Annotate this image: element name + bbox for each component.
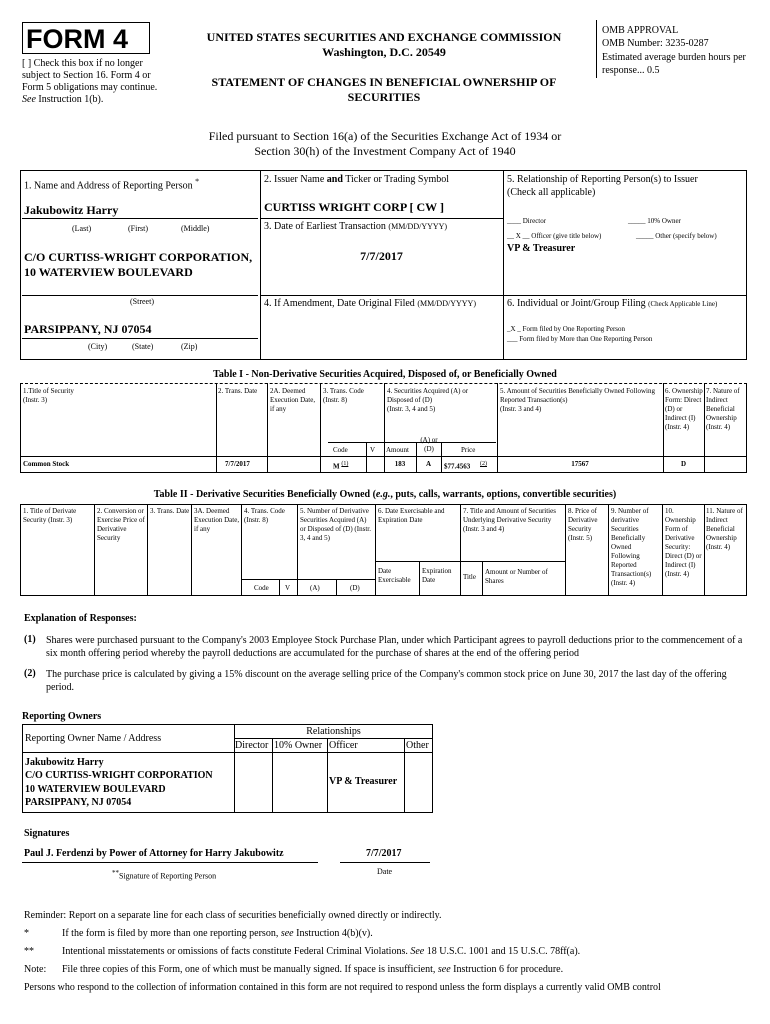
name-underline	[22, 218, 258, 219]
officer-title: VP & Treasurer	[507, 243, 576, 254]
t2-sub-a: (A)	[310, 584, 320, 592]
statement-title: STATEMENT OF CHANGES IN BENEFICIAL OWNERSHIP OF SECURITIES	[211, 75, 557, 104]
t2-col	[662, 504, 663, 596]
t1-col	[267, 383, 268, 473]
filed-pursuant-2: Section 30(h) of the Investment Company Act of 1940	[254, 144, 516, 158]
omb-approval: OMB APPROVAL	[602, 25, 679, 36]
t1-row-owned: 17567	[571, 460, 589, 468]
t1-row-ad: A	[425, 460, 432, 468]
t2-sub-d: (D)	[350, 584, 360, 592]
t2-col	[147, 504, 148, 596]
note-2-mark: **	[24, 946, 34, 957]
t1-h6: 6. Ownership Form: Direct (D) or Indirect (I) (Instr. 4)	[665, 387, 703, 431]
date-caption: Date	[377, 867, 393, 876]
city-caption: (City)	[88, 342, 108, 351]
box4-label: 4. If Amendment, Date Original Filed (MM/DD/YYYY)	[264, 298, 476, 309]
t2-col	[375, 504, 376, 596]
footnote-1-link[interactable]: (1)	[341, 461, 349, 467]
owners-col	[404, 738, 405, 813]
t1-sub-v: V	[370, 446, 376, 454]
reminder: Reminder: Report on a separate line for each class of securities beneficially owned directly or indirectly.	[24, 910, 442, 921]
street-caption: (Street)	[130, 297, 154, 306]
t2-col	[191, 504, 192, 596]
omb-burden: Estimated average burden hours per response... 0.5	[602, 52, 746, 76]
t1-subcol	[441, 442, 442, 473]
owners-col	[272, 738, 273, 813]
footnote-2-link[interactable]: (2)	[480, 461, 487, 467]
owner-officer-value: VP & Treasurer	[329, 776, 398, 787]
state-caption: (State)	[132, 342, 154, 351]
note-1-mark: *	[24, 928, 29, 939]
filing-option-group: ___ Form filed by More than One Reporting Person	[507, 335, 653, 343]
owner-line-3: 10 WATERVIEW BOULEVARD	[25, 784, 166, 795]
t2-h2: 2. Conversion or Exercise Price of Derivative Security	[97, 507, 145, 542]
owners-col-ten: 10% Owner	[274, 740, 323, 751]
table1-title: Table I - Non-Derivative Securities Acquired, Disposed of, or Beneficially Owned	[213, 369, 557, 380]
owners-col-director: Director	[235, 740, 269, 751]
owner-line-4: PARSIPPANY, NJ 07054	[25, 797, 132, 808]
t2-h10: 10. Ownership Form of Derivative Security: Direct (D) or Indirect (I) (Instr. 4)	[665, 507, 702, 578]
director-option: ____ Director	[507, 217, 547, 225]
t2-sub-rule	[241, 579, 297, 580]
t1-row-form: D	[680, 460, 687, 468]
name-last-caption: (Last)	[72, 224, 92, 233]
owners-col-name: Reporting Owner Name / Address	[25, 733, 162, 744]
zip-caption: (Zip)	[181, 342, 198, 351]
reporting-person-city: PARSIPPANY, NJ 07054	[24, 322, 152, 336]
t2-col	[241, 504, 242, 596]
owners-col	[327, 738, 328, 813]
box2-label: 2. Issuer Name and Ticker or Trading Symbol	[264, 174, 450, 185]
owners-rule	[234, 738, 433, 739]
t2-sub-v: V	[285, 584, 291, 592]
signer-name: Paul J. Ferdenzi by Power of Attorney for Harry Jakubowitz	[24, 848, 284, 859]
table2-title: Table II - Derivative Securities Beneficially Owned (e.g., puts, calls, warrants, options, convertible securities)	[153, 489, 617, 500]
t1-sub-amount: Amount	[386, 446, 409, 454]
t2-col	[94, 504, 95, 596]
t1-sub-code: Code	[333, 446, 348, 454]
grid-divider-3	[260, 218, 503, 219]
t2-sub-exp: Expiration Date	[422, 567, 452, 584]
signature-caption: **Signature of Reporting Person	[112, 869, 217, 881]
reporting-person-address: C/O CURTISS-WRIGHT CORPORATION, 10 WATERVIEW BOULEVARD	[24, 250, 253, 279]
issuer-name: CURTISS WRIGHT CORP [ CW ]	[264, 200, 444, 214]
owners-relationships: Relationships	[306, 726, 361, 737]
owners-col-other: Other	[406, 740, 429, 751]
name-first-caption: (First)	[128, 224, 148, 233]
note-3-mark: Note:	[24, 964, 47, 975]
t2-col	[704, 504, 705, 596]
grid-divider-4	[260, 295, 747, 296]
t2-col	[565, 504, 566, 596]
ten-percent-option: _____ 10% Owner	[628, 217, 681, 225]
t2-sub-rule	[375, 561, 565, 562]
street-underline	[22, 295, 258, 296]
t2-subcol	[482, 561, 483, 596]
t1-col	[704, 383, 705, 473]
t2-h4: 4. Trans. Code (Instr. 8)	[244, 507, 285, 524]
t2-sub-amount: Amount or Number of Shares	[485, 568, 548, 585]
owners-title: Reporting Owners	[22, 711, 102, 722]
note-2: Intentional misstatements or omissions of facts constitute Federal Criminal Violations. See 18 U.S.C. 1001 and 15 U.S.C. 78ff(a).	[62, 946, 581, 957]
t1-h7: 7. Nature of Indirect Beneficial Ownership (Instr. 4)	[706, 387, 740, 431]
signature-line	[22, 862, 318, 863]
omb-number: OMB Number: 3235-0287	[602, 38, 709, 49]
t2-h5: 5. Number of Derivative Securities Acquired (A) or Disposed of (D) (Instr. 3, 4 and 5)	[300, 507, 371, 542]
t2-col	[460, 504, 461, 596]
t2-h6: 6. Date Exercisable and Expiration Date	[378, 507, 445, 524]
t2-h1: 1. Title of Derivate Security (Instr. 3)	[23, 507, 77, 524]
form-title: FORM 4	[26, 24, 129, 54]
signature-date-line	[340, 862, 430, 863]
table1-rule-b	[328, 442, 496, 443]
box5-label: 5. Relationship of Reporting Person(s) to Issuer	[507, 174, 698, 185]
t1-col	[216, 383, 217, 473]
city-underline	[22, 338, 258, 339]
filing-option-one: _X _ Form filed by One Reporting Person	[507, 325, 626, 333]
omb-divider	[596, 20, 597, 78]
owners-rule	[22, 752, 433, 753]
agency-name: UNITED STATES SECURITIES AND EXCHANGE COMMISSION	[206, 30, 562, 44]
explanation-1-text: Shares were purchased pursuant to the Company's 2003 Employee Stock Purchase Plan, under which Participant agrees to payroll deductions prior to the commencement of a six month offering period whereby the payroll deductions are accumulated for the purchase of shares at the end of the offering period	[46, 635, 743, 659]
explanation-1-num: (1)	[24, 634, 36, 645]
grid-divider-1	[260, 170, 261, 360]
agency-city: Washington, D.C. 20549	[322, 45, 446, 59]
box3-label: 3. Date of Earliest Transaction (MM/DD/YYYY)	[264, 221, 448, 232]
t1-h4: 4. Securities Acquired (A) or Disposed of (D) (Instr. 3, 4 and 5)	[387, 387, 469, 413]
t2-sub-date-ex: Date Exercisable	[378, 567, 411, 584]
t2-h9: 9. Number of derivative Securities Beneficially Owned Following Reported Transaction(s) (Instr. 4)	[611, 507, 652, 587]
t1-h5: 5. Amount of Securities Beneficially Owned Following Reported Transaction(s) (Instr. 3 and 4)	[500, 387, 655, 413]
t2-subcol	[279, 579, 280, 596]
t1-subcol	[366, 442, 367, 473]
persons-notice: Persons who respond to the collection of information contained in this form are not required to respond unless the form displays a currently valid OMB control	[24, 982, 661, 993]
t1-h2: 2. Trans. Date	[218, 387, 258, 395]
owner-line-2: C/O CURTISS-WRIGHT CORPORATION	[25, 770, 213, 781]
explanation-title: Explanation of Responses:	[24, 613, 137, 624]
box1-label: 1. Name and Address of Reporting Person *	[24, 177, 200, 192]
t2-subcol	[336, 579, 337, 596]
t1-row-amount: 183	[394, 460, 406, 468]
grid-divider-2	[503, 170, 504, 360]
owners-col-officer: Officer	[329, 740, 358, 751]
owner-line-1: Jakubowitz Harry	[25, 757, 104, 768]
t1-row-security: Common Stock	[23, 460, 70, 468]
signature-date: 7/7/2017	[366, 848, 402, 859]
explanation-2-text: The purchase price is calculated by giving a 15% discount on the average selling price of the Company's common stock price on June 30, 2017 the last day of the offering period.	[46, 669, 727, 693]
t1-h2a: 2A. Deemed Execution Date, if any	[270, 387, 316, 413]
t1-h1: 1.Title of Security (Instr. 3)	[23, 387, 74, 404]
t2-subcol	[419, 561, 420, 596]
t2-sub-title: Title	[463, 573, 476, 581]
note-3: File three copies of this Form, one of which must be manually signed. If space is insufficient, see Instruction 6 for procedure.	[62, 964, 564, 975]
t2-sub-code: Code	[254, 584, 269, 592]
t2-h8: 8. Price of Derivative Security (Instr. 5)	[568, 507, 598, 542]
officer-option: __ X __ Officer (give title below)	[507, 232, 602, 240]
earliest-transaction-date: 7/7/2017	[360, 249, 403, 263]
box5-label-2: (Check all applicable)	[507, 187, 596, 198]
note-1: If the form is filed by more than one reporting person, see Instruction 4(b)(v).	[62, 928, 373, 939]
filed-pursuant-1: Filed pursuant to Section 16(a) of the Securities Exchange Act of 1934 or	[208, 129, 562, 143]
name-middle-caption: (Middle)	[181, 224, 210, 233]
t2-h3: 3. Trans. Date	[150, 507, 190, 515]
checkbox-note: [ ] Check this box if no longer subject to Section 16. Form 4 or Form 5 obligations may continue. See Instruction 1(b).	[22, 58, 158, 105]
reporting-person-name: Jakubowitz Harry	[24, 203, 119, 217]
t1-sub-price: Price	[461, 446, 476, 454]
t2-h7: 7. Title and Amount of Securities Underlying Derivative Security (Instr. 3 and 4)	[463, 507, 556, 533]
form-title-box	[22, 22, 150, 54]
signatures-title: Signatures	[24, 828, 70, 839]
t1-row-price: $77.4563 $^{(2)}$	[444, 461, 487, 471]
t1-row-date: 7/7/2017	[225, 460, 250, 468]
t2-subcol	[297, 579, 298, 596]
t2-col	[608, 504, 609, 596]
t1-col	[320, 383, 321, 473]
explanation-2-num: (2)	[24, 668, 36, 679]
t1-row-code: M $^{(1)}$	[333, 461, 349, 471]
other-option: _____ Other (specify below)	[636, 232, 717, 240]
t1-h3: 3. Trans. Code (Instr. 8)	[323, 387, 364, 404]
box6-label: 6. Individual or Joint/Group Filing (Check Applicable Line)	[507, 298, 718, 309]
t2-h3a: 3A. Deemed Execution Date, if any	[194, 507, 240, 533]
t2-h11: 11. Nature of Indirect Beneficial Ownership (Instr. 4)	[706, 507, 743, 551]
t1-sub-ad: (A) or (D)	[420, 436, 438, 453]
